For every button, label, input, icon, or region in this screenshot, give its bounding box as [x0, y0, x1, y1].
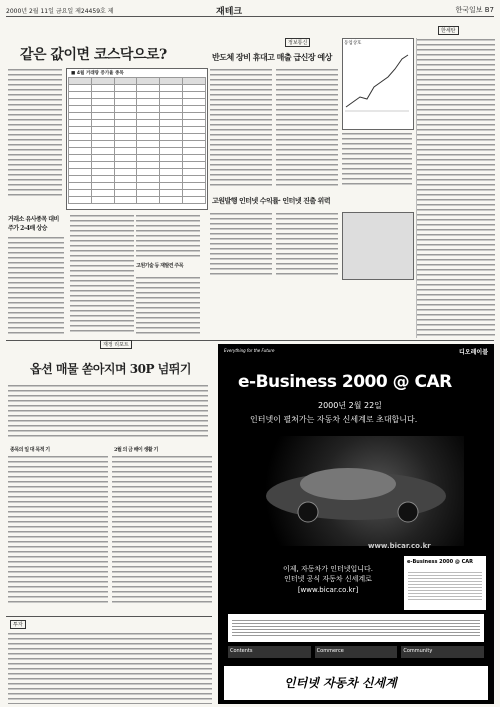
chart-label: 동업상호	[344, 41, 362, 46]
main-headline: 같은 값이면 코스닥으로?	[20, 47, 167, 63]
advertisement[interactable]	[218, 344, 494, 704]
ad-card-text	[408, 570, 482, 600]
ad-lower-text-2: 인터넷 공식 자동차 신세계로	[284, 575, 372, 583]
photo	[342, 212, 414, 280]
bottom-divider	[6, 616, 212, 617]
data-table	[66, 68, 208, 210]
body-text-block	[112, 455, 212, 605]
ad-tab-row	[228, 646, 484, 658]
body-text-block	[210, 212, 272, 278]
feature-section-tag: 재정 리포트	[100, 340, 132, 349]
page-header	[6, 4, 494, 17]
side-label: 한세탄	[438, 26, 459, 35]
body-text-block	[136, 276, 200, 336]
ad-card	[404, 556, 486, 610]
feature-divider	[6, 340, 494, 341]
body-text-block	[8, 236, 64, 336]
ad-car-image	[248, 436, 464, 546]
ad-subtitle: 인터넷이 펼쳐가는 자동차 신세계로 초대합니다.	[250, 415, 418, 424]
body-text-block	[8, 384, 208, 438]
sub-box	[112, 444, 212, 614]
section-tag: 정보통신	[285, 38, 310, 47]
body-text-block	[342, 132, 412, 188]
ad-info-text	[232, 618, 480, 638]
line-graph	[343, 47, 411, 117]
sub-headline-2: 반도체 장비 휴대고 매출 급신장 예상	[212, 52, 332, 62]
ad-footer-calligraphy: 인터넷 자동차 신세계	[284, 676, 397, 690]
ad-lower-text-1: 이제, 자동차가 인터넷입니다.	[282, 565, 374, 573]
sub-box-title: 종목의 일 대 목적 기	[10, 447, 50, 453]
ad-footer	[224, 666, 488, 700]
body-text-block	[8, 632, 212, 704]
ad-badge: 디오레이블	[459, 349, 488, 356]
ad-brand: Everything for the Future	[224, 348, 275, 353]
body-text-block	[210, 68, 272, 188]
ad-url-banner[interactable]: www.bicar.co.kr	[368, 542, 431, 550]
section-title: 재테크	[216, 7, 243, 17]
header-date: 2000년 2월 11일 금요일 제24459호 제	[6, 8, 114, 15]
ad-info-strip	[228, 614, 484, 642]
sub-headline-4: 고원발행 인터넷 수익률· 인터넷 진출 위력	[212, 196, 331, 205]
body-text-block	[416, 38, 495, 338]
bottom-box-tag: 투자	[10, 620, 26, 629]
body-text-block	[276, 68, 338, 188]
stock-chart	[342, 38, 414, 130]
ad-tab-contents[interactable]: Contents	[228, 646, 311, 658]
page-number: 한국일보 B7	[455, 6, 494, 14]
table-title: ■ 4월 거래량 증가율 종목	[71, 71, 124, 76]
body-text-block	[8, 68, 62, 198]
ad-date: 2000년 2월 22일	[318, 401, 382, 410]
sub-headline-3: 고원기술 등 재발견 주목	[136, 263, 184, 269]
sub-headline-1: 거래소 유사종목 대비 주가 2-4배 상승	[8, 216, 59, 232]
ad-title: e-Business 2000 @ CAR	[238, 372, 452, 392]
body-text-block	[136, 214, 200, 260]
car-silhouette-icon	[248, 436, 464, 546]
ad-lower-url[interactable]: [www.bicar.co.kr]	[297, 586, 359, 594]
sub-box-title: 2월 의 금 배이 생활 기	[114, 447, 158, 453]
ad-card-title: e-Business 2000 @ CAR	[407, 559, 473, 565]
ad-tab-commerce[interactable]: Commerce	[315, 646, 398, 658]
sub-box	[8, 444, 108, 614]
ad-tab-community[interactable]: Community	[401, 646, 484, 658]
body-text-block	[70, 214, 134, 334]
feature-headline: 옵션 매물 쏟아지며 30P 넘뛰기	[30, 362, 191, 376]
body-text-block	[276, 212, 338, 278]
body-text-block	[8, 455, 108, 605]
